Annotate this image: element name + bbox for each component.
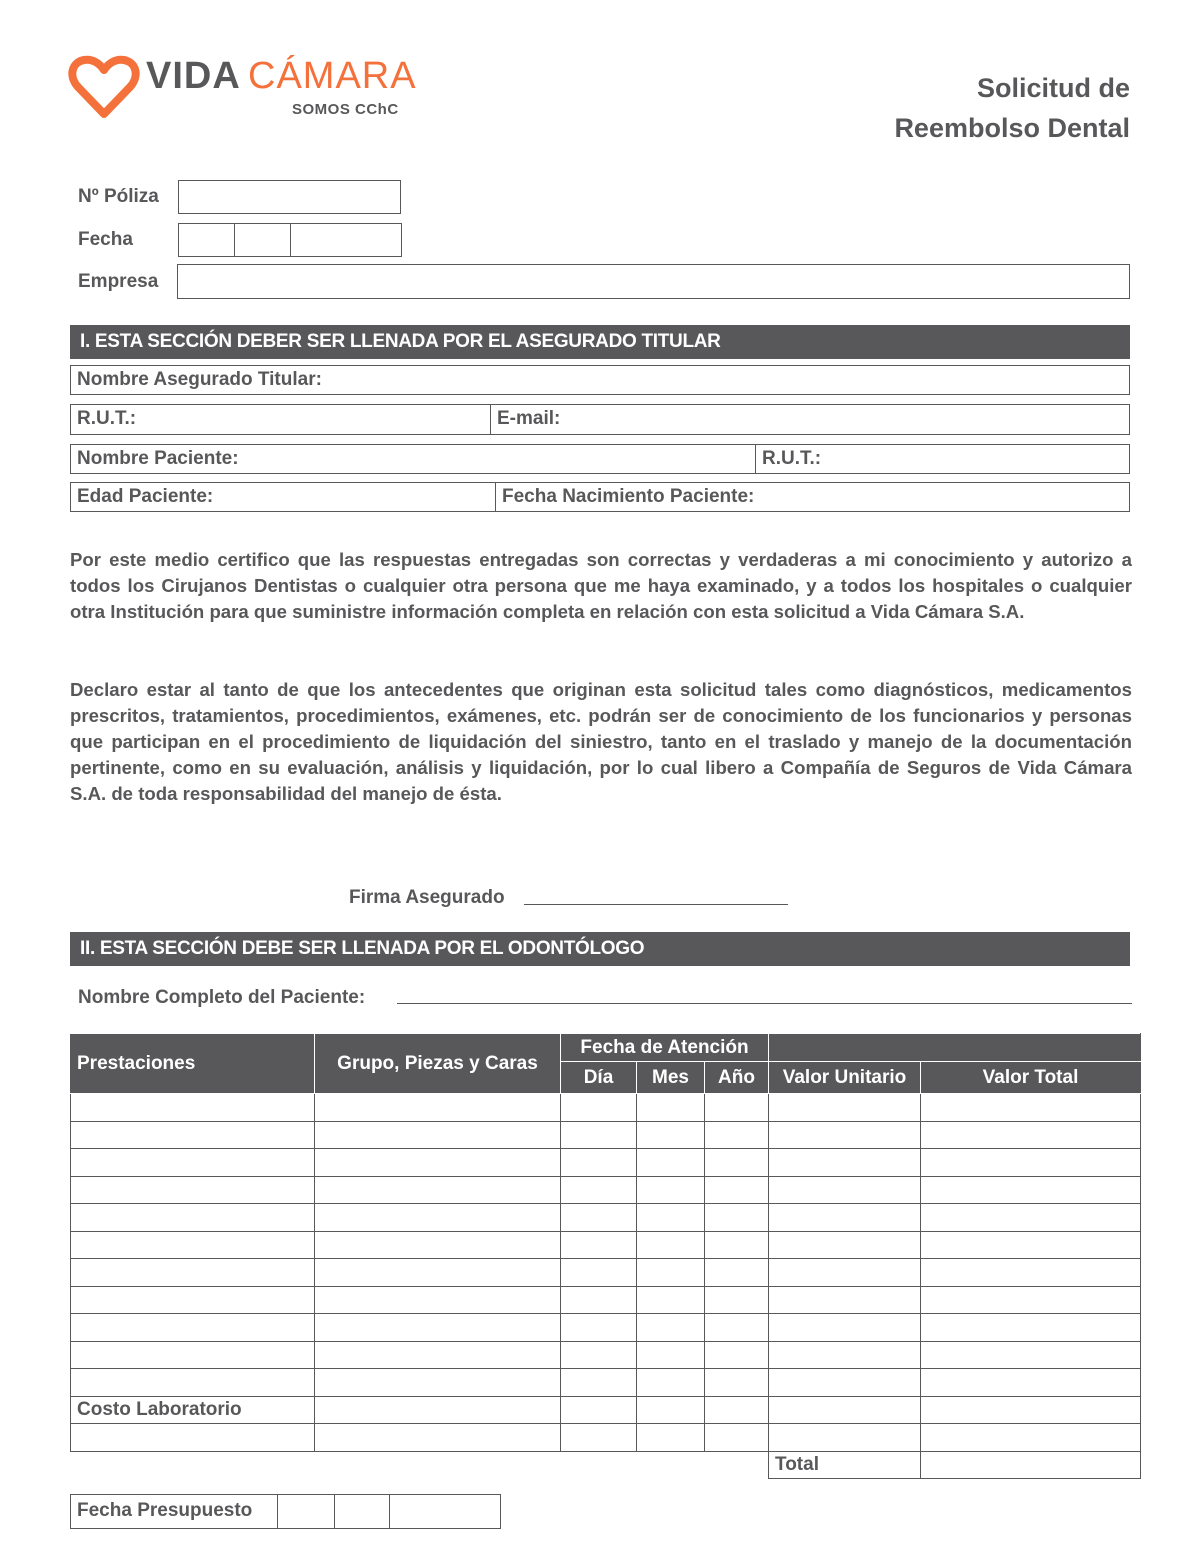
table-row [71, 1259, 1141, 1287]
fecha-presupuesto-label: Fecha Presupuesto [77, 1500, 253, 1521]
nombre-titular-field[interactable] [70, 365, 1130, 395]
col-dia: Día [561, 1062, 637, 1094]
table-row [71, 1314, 1141, 1342]
table-row [71, 1121, 1141, 1149]
total-label: Total [769, 1451, 921, 1479]
firma-asegurado-line[interactable] [524, 904, 788, 905]
fecha-divider [290, 224, 291, 256]
document-title-line1: Solicitud de [976, 73, 1130, 103]
fecha-presupuesto-divider [277, 1495, 278, 1528]
declaration-paragraph: Declaro estar al tanto de que los antecedentes que originan esta solicitud tales como diagnósticos, medicamentos prescritos, tratamientos, procedimientos, exámenes, etc. podrán ser de conocimiento de los funcionarios y personas que participan en el procedimiento de liquidación del siniestro, tanto en el traslado y manejo de la documentación pertinente, como en su evaluación, análisis y liquidación, por lo cual libero a Compañía de Seguros de Vida Cámara S.A. de toda responsabilidad del manejo de ésta. [70, 679, 1132, 804]
empresa-label: Empresa [78, 271, 159, 292]
edad-paciente-label[interactable]: Edad Paciente: [77, 486, 214, 507]
col-valor-unitario: Valor Unitario [769, 1062, 921, 1094]
certification-paragraph: Por este medio certifico que las respuestas entregadas son correctas y verdaderas a mi conocimiento y autorizo a todos los Cirujanos Dentistas o cualquier otra persona que me haya examinado, y a todos los hospitales o cualquier otra Institución para que suministre información completa en relación con esta solicitud a Vida Cámara S.A. [70, 549, 1132, 622]
section2-header: II. ESTA SECCIÓN DEBE SER LLENADA POR EL ODONTÓLOGO [70, 932, 1130, 966]
table-row [71, 1231, 1141, 1259]
table-row [71, 1286, 1141, 1314]
col-valor-total: Valor Total [921, 1062, 1141, 1094]
firma-asegurado-label: Firma Asegurado [349, 887, 505, 908]
nombre-paciente-label[interactable]: Nombre Paciente: [77, 448, 239, 469]
table-row [71, 1369, 1141, 1397]
nombre-completo-line[interactable] [397, 1003, 1132, 1004]
brand-name-camara: CÁMARA [248, 55, 417, 97]
brand-name-vida: VIDA [146, 55, 241, 97]
prestaciones-table [70, 1033, 1141, 1479]
col-grupo-piezas-caras: Grupo, Piezas y Caras [315, 1034, 561, 1094]
rut-paciente-label[interactable]: R.U.T.: [762, 448, 822, 469]
fecha-input[interactable] [178, 223, 402, 257]
poliza-input[interactable] [178, 180, 401, 214]
fecha-label: Fecha [78, 229, 133, 250]
brand-tagline: SOMOS CChC [292, 101, 399, 118]
nombre-titular-label: Nombre Asegurado Titular: [77, 369, 322, 390]
rut-email-row [70, 404, 1130, 435]
fecha-nacimiento-label[interactable]: Fecha Nacimiento Paciente: [502, 486, 755, 507]
table-row [71, 1176, 1141, 1204]
col-fecha-atencion: Fecha de Atención [561, 1034, 769, 1062]
table-row [71, 1204, 1141, 1232]
vida-camara-heart-logo-icon [68, 54, 140, 120]
col-prestaciones: Prestaciones [71, 1034, 315, 1094]
fecha-presupuesto-divider [389, 1495, 390, 1528]
email-label[interactable]: E-mail: [497, 408, 561, 429]
costo-laboratorio-label: Costo Laboratorio [71, 1396, 315, 1424]
total-row [71, 1451, 1141, 1479]
table-row [71, 1094, 1141, 1122]
col-ano: Año [705, 1062, 769, 1094]
table-row [71, 1341, 1141, 1369]
empresa-input[interactable] [177, 264, 1130, 299]
edad-row [70, 482, 1130, 512]
table-row [71, 1149, 1141, 1177]
col-mes: Mes [637, 1062, 705, 1094]
rut-titular-label[interactable]: R.U.T.: [77, 408, 137, 429]
paciente-row [70, 444, 1130, 474]
col-valores-group [769, 1034, 1141, 1062]
total-value-cell[interactable] [921, 1451, 1141, 1479]
fecha-divider [234, 224, 235, 256]
costo-laboratorio-row [71, 1396, 1141, 1424]
fecha-presupuesto-divider [334, 1495, 335, 1528]
document-title-line2: Reembolso Dental [894, 113, 1130, 143]
nombre-completo-label: Nombre Completo del Paciente: [78, 987, 366, 1008]
section1-header: I. ESTA SECCIÓN DEBER SER LLENADA POR EL ASEGURADO TITULAR [70, 325, 1130, 359]
fecha-presupuesto-field[interactable] [70, 1494, 501, 1529]
table-row [71, 1424, 1141, 1452]
document-title [894, 68, 1130, 148]
poliza-label: Nº Póliza [78, 186, 159, 207]
